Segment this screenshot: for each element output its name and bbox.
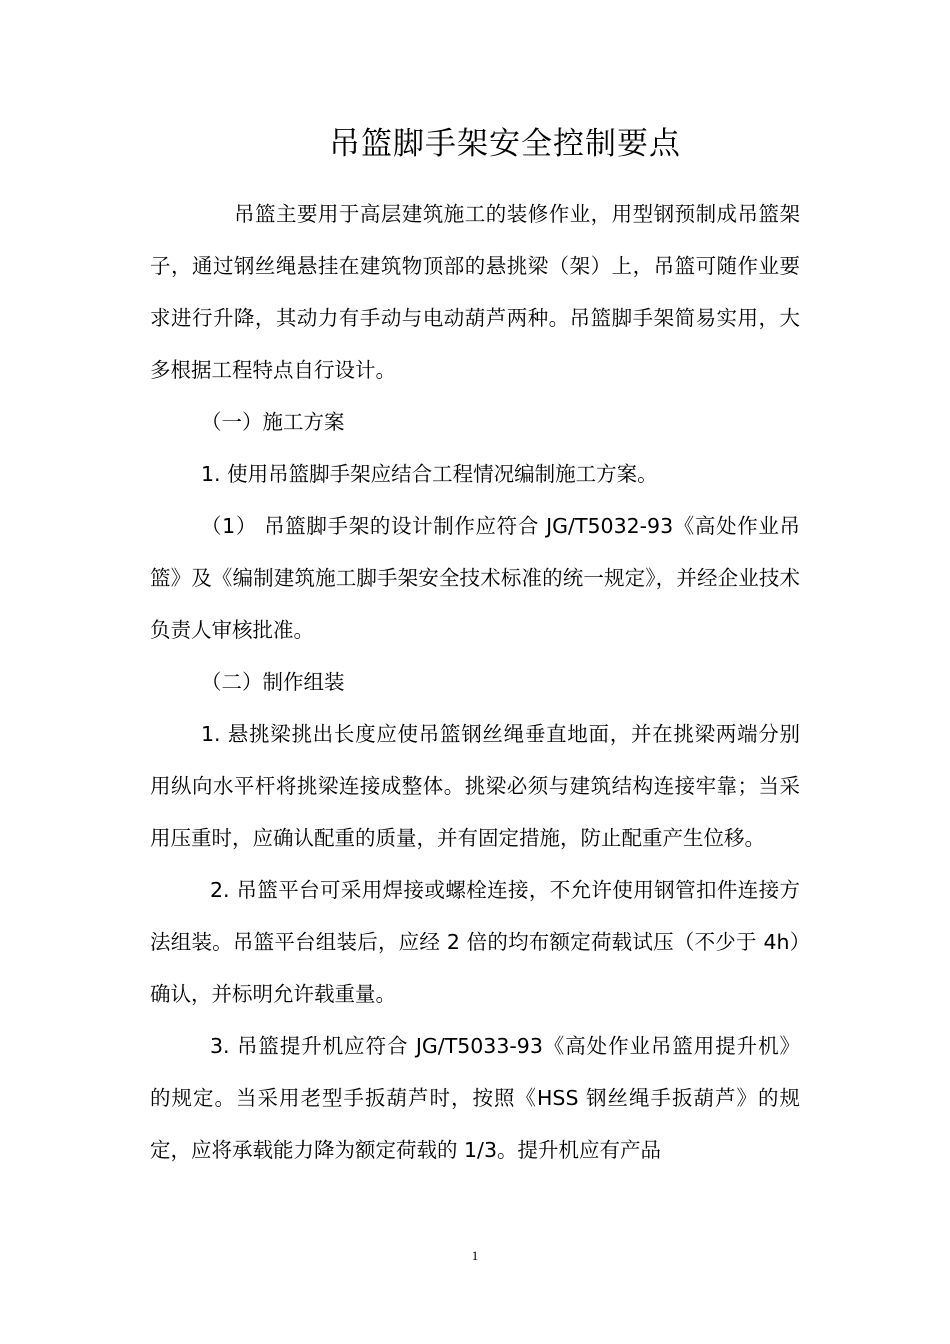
clause-2-platform: 2. 吊篮平台可采用焊接或螺栓连接，不允许使用钢管扣件连接方法组装。吊篮平台组装后，应经 2 倍的均布额定荷载试压（不少于 4h）确认，并标明允许载重量。 bbox=[150, 878, 800, 1006]
document-title: 吊篮脚手架安全控制要点 bbox=[329, 126, 681, 162]
clause-1-plan: 1. 使用吊篮脚手架应结合工程情况编制施工方案。 bbox=[201, 462, 658, 486]
section-heading-construction-plan: （一）施工方案 bbox=[201, 410, 345, 434]
clause-1-cantilever-beam: 1. 悬挑梁挑出长度应使吊篮钢丝绳垂直地面，并在挑梁两端分别用纵向水平杆将挑梁连接成整体。挑梁必须与建筑结构连接牢靠；当采用压重时，应确认配重的质量，并有固定措施，防止配重产生位移。 bbox=[150, 722, 800, 850]
section-heading-fabrication-assembly: （二）制作组装 bbox=[201, 670, 345, 694]
clause-3-hoist: 3. 吊篮提升机应符合 JG/T5033-93《高处作业吊篮用提升机》的规定。当采用老型手扳葫芦时，按照《HSS 钢丝绳手扳葫芦》的规定，应将承载能力降为额定荷载的 1/3。提升机应有产品 bbox=[150, 1034, 800, 1162]
intro-paragraph: 吊篮主要用于高层建筑施工的装修作业，用型钢预制成吊篮架子，通过钢丝绳悬挂在建筑物顶部的悬挑梁（架）上，吊篮可随作业要求进行升降，其动力有手动与电动葫芦两种。吊篮脚手架简易实用，大多根据工程特点自行设计。 bbox=[150, 202, 800, 382]
document-body bbox=[150, 188, 800, 1176]
clause-1-1-design: （1） 吊篮脚手架的设计制作应符合 JG/T5032-93《高处作业吊篮》及《编制建筑施工脚手架安全技术标准的统一规定》，并经企业技术负责人审核批准。 bbox=[150, 514, 800, 642]
page-number: 1 bbox=[471, 1248, 479, 1263]
